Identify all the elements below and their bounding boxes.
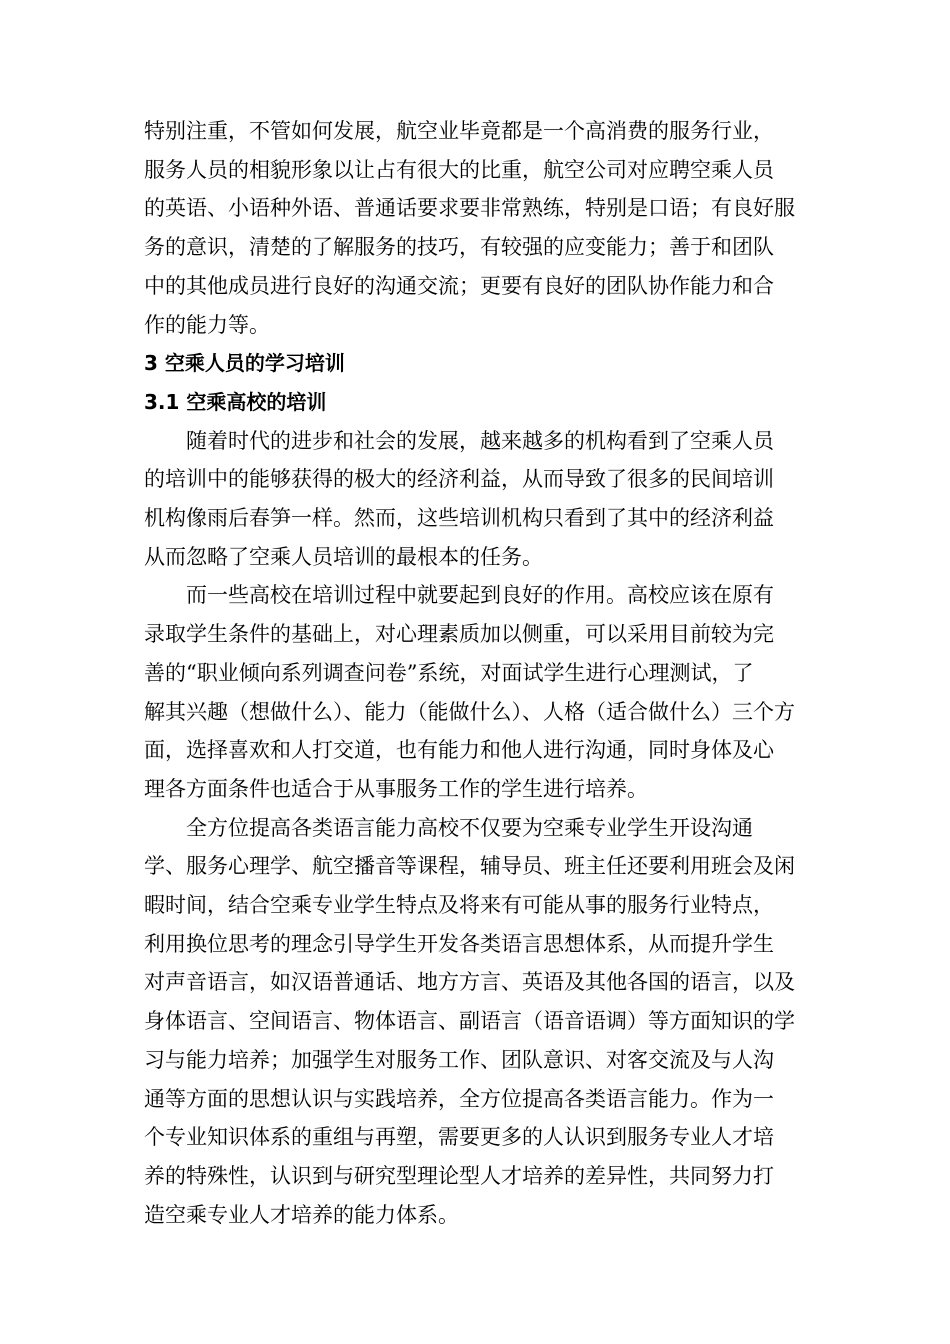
text-line: 随着时代的进步和社会的发展，越来越多的机构看到了空乘人员 <box>186 428 774 453</box>
text-line: 善的“职业倾向系列调查问卷”系统，对面试学生进行心理测试，了 <box>144 660 754 685</box>
subsection-heading: 3.1 空乘高校的培训 <box>144 389 327 414</box>
text-line: 个专业知识体系的重组与再塑，需要更多的人认识到服务专业人才培 <box>144 1125 774 1150</box>
text-line: 机构像雨后春笋一样。然而，这些培训机构只看到了其中的经济利益 <box>144 506 774 531</box>
text-line: 习与能力培养；加强学生对服务工作、团队意识、对客交流及与人沟 <box>144 1047 774 1072</box>
text-line: 全方位提高各类语言能力高校不仅要为空乘专业学生开设沟通 <box>186 815 753 840</box>
text-line: 面，选择喜欢和人打交道，也有能力和他人进行沟通，同时身体及心 <box>144 738 774 763</box>
text-line: 通等方面的思想认识与实践培养，全方位提高各类语言能力。作为一 <box>144 1086 774 1111</box>
paragraph-2 <box>144 422 816 577</box>
text-line: 理各方面条件也适合于从事服务工作的学生进行培养。 <box>144 776 648 801</box>
text-line: 从而忽略了空乘人员培训的最根本的任务。 <box>144 544 543 569</box>
text-line: 作的能力等。 <box>144 312 270 337</box>
text-line: 的培训中的能够获得的极大的经济利益，从而导致了很多的民间培训 <box>144 467 774 492</box>
text-line: 的英语、小语种外语、普通话要求要非常熟练，特别是口语；有良好服 <box>144 196 795 221</box>
text-line: 养的特殊性，认识到与研究型理论型人才培养的差异性，共同努力打 <box>144 1163 774 1188</box>
text-line: 暇时间，结合空乘专业学生特点及将来有可能从事的服务行业特点， <box>144 893 774 918</box>
text-line: 解其兴趣（想做什么）、能力（能做什么）、人格（适合做什么）三个方 <box>144 699 795 724</box>
document-page <box>144 112 816 1234</box>
paragraph-1 <box>144 112 816 344</box>
text-line: 务的意识，清楚的了解服务的技巧，有较强的应变能力；善于和团队 <box>144 235 774 260</box>
text-line: 录取学生条件的基础上，对心理素质加以侧重，可以采用目前较为完 <box>144 622 774 647</box>
text-line: 中的其他成员进行良好的沟通交流；更要有良好的团队协作能力和合 <box>144 273 774 298</box>
text-line: 服务人员的相貌形象以让占有很大的比重，航空公司对应聘空乘人员 <box>144 157 774 182</box>
text-line: 而一些高校在培训过程中就要起到良好的作用。高校应该在原有 <box>186 583 774 608</box>
text-line: 学、服务心理学、航空播音等课程，辅导员、班主任还要利用班会及闲 <box>144 854 795 879</box>
text-line: 造空乘专业人才培养的能力体系。 <box>144 1202 459 1227</box>
text-line: 身体语言、空间语言、物体语言、副语言（语音语调）等方面知识的学 <box>144 1009 795 1034</box>
paragraph-3 <box>144 576 816 808</box>
text-line: 利用换位思考的理念引导学生开发各类语言思想体系，从而提升学生 <box>144 931 774 956</box>
text-line: 对声音语言，如汉语普通话、地方方言、英语及其他各国的语言，以及 <box>144 970 795 995</box>
paragraph-4 <box>144 809 816 1235</box>
section-heading: 3 空乘人员的学习培训 <box>144 351 345 376</box>
text-line: 特别注重，不管如何发展，航空业毕竟都是一个高消费的服务行业， <box>144 119 774 143</box>
